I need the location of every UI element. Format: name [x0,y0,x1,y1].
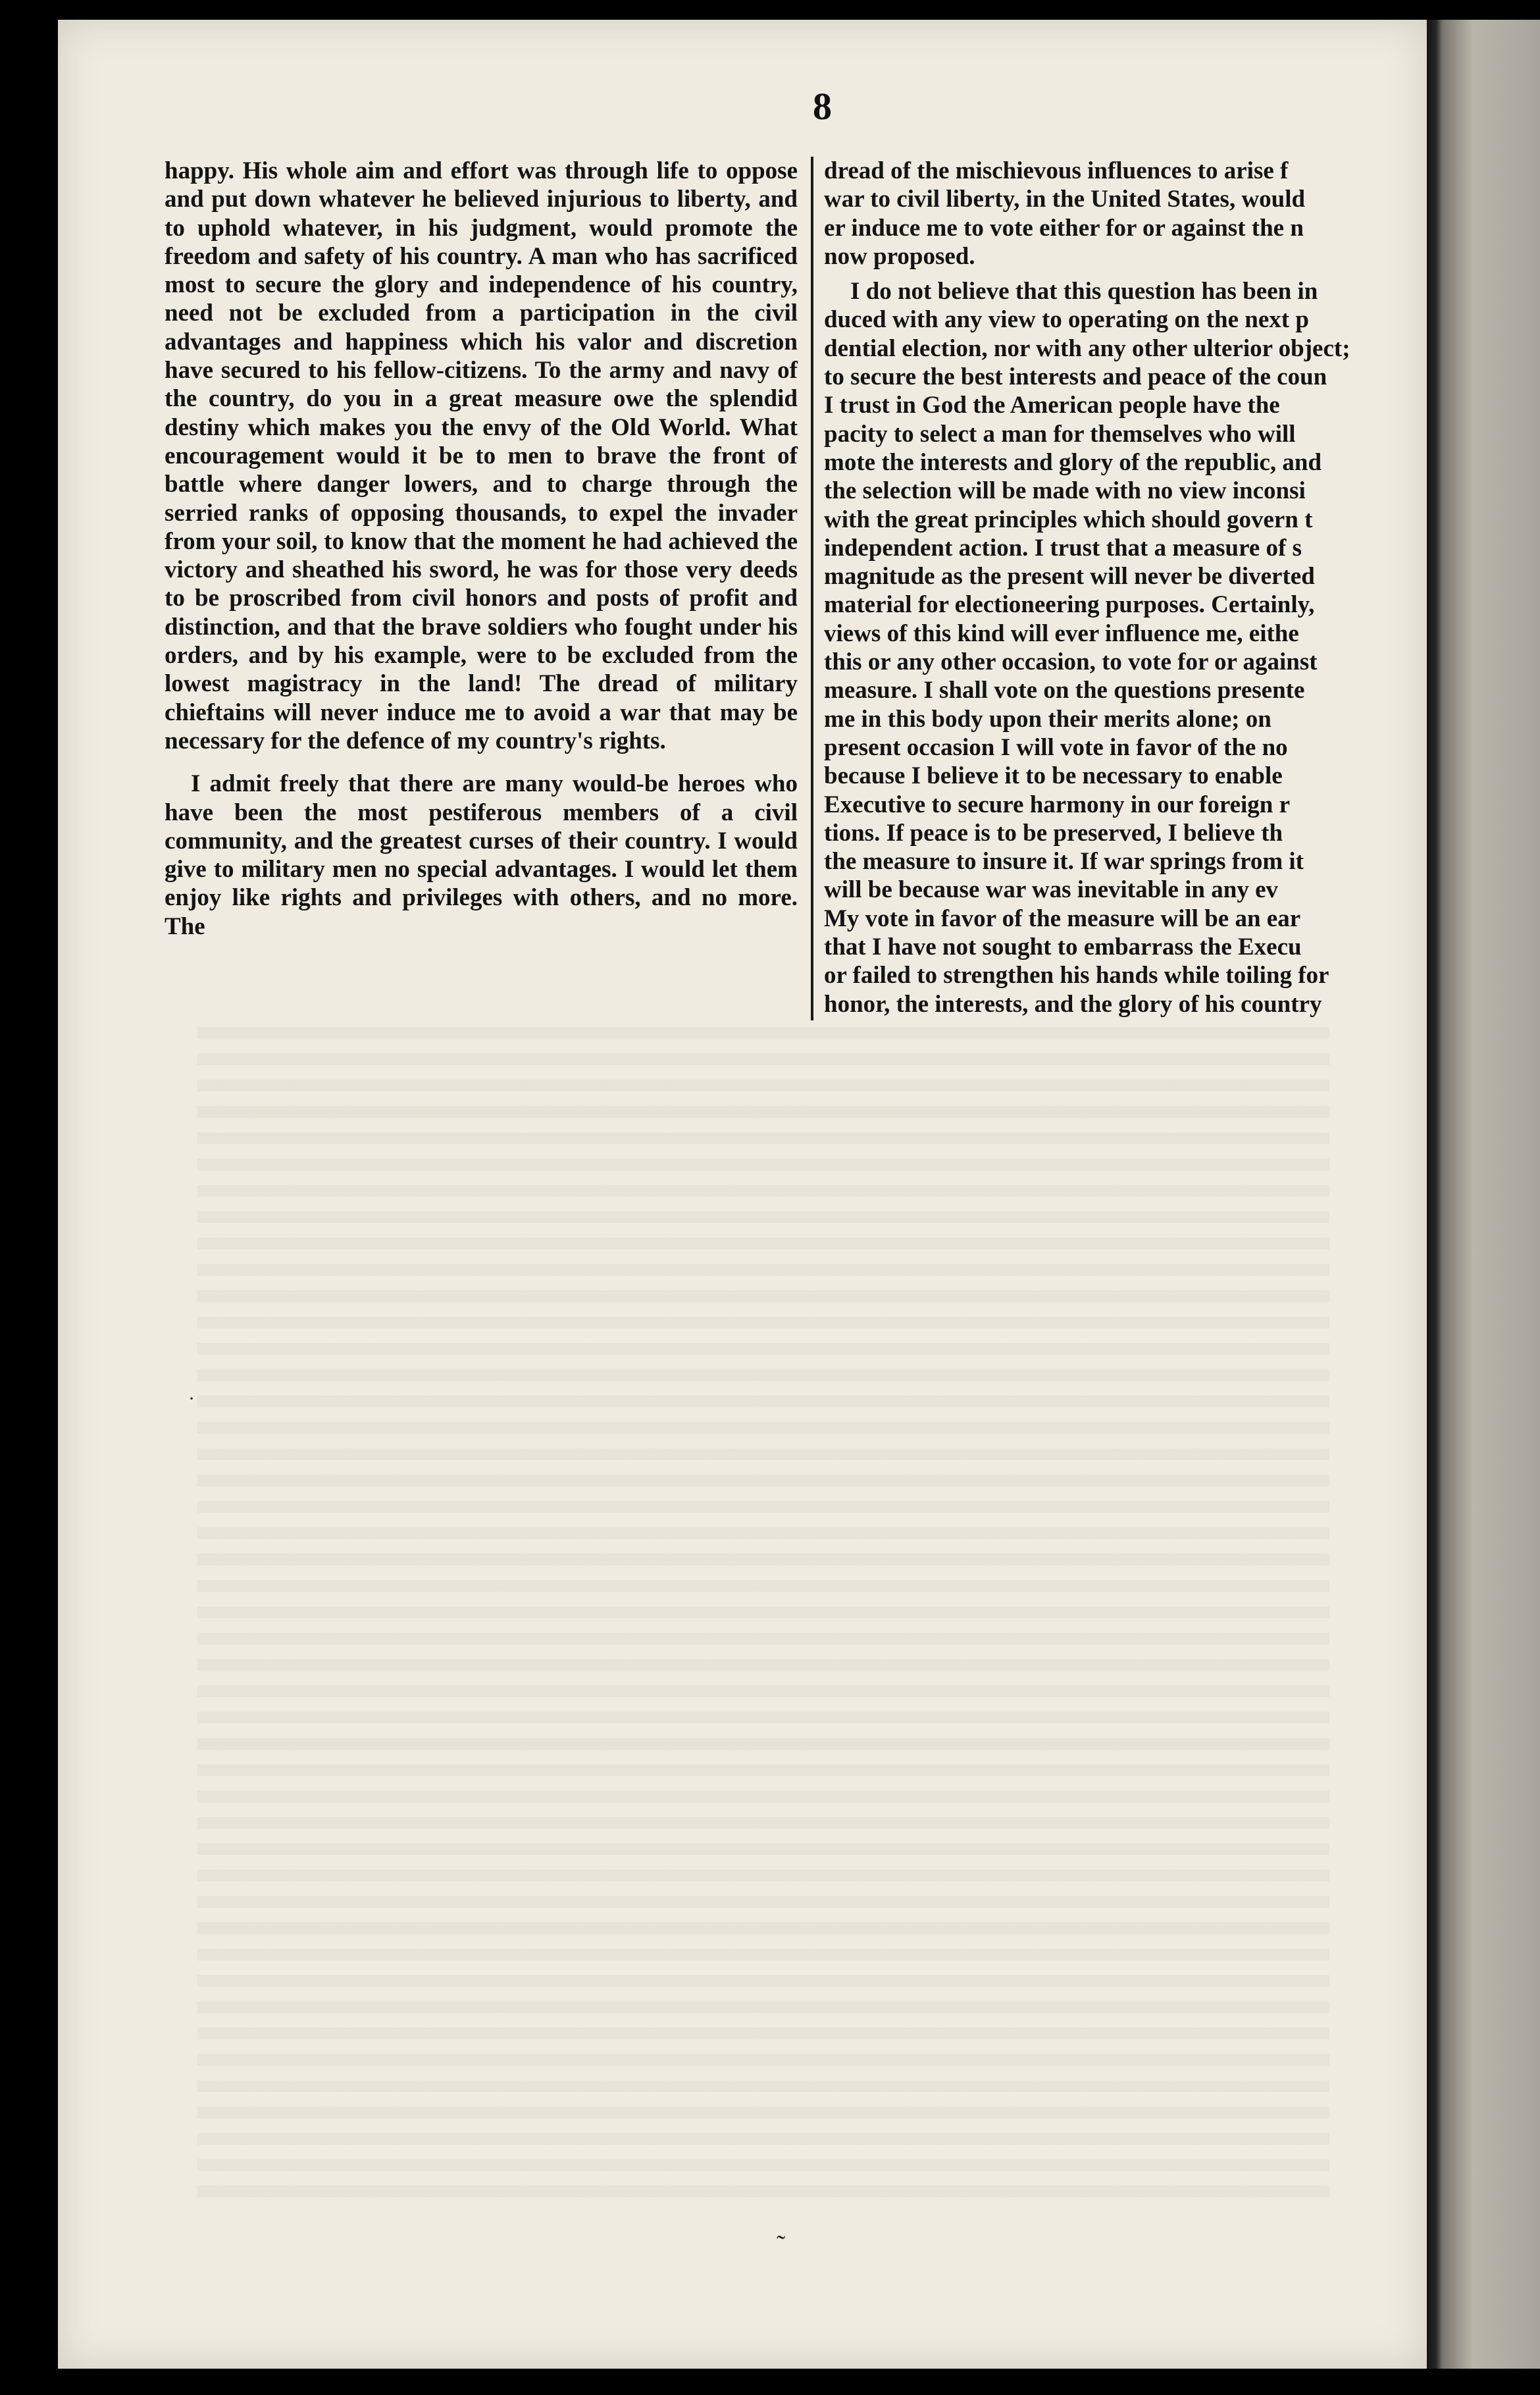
right-paragraph-2-line: I do not believe that this question has been in [850,278,1318,305]
right-paragraph-2-line: My vote in favor of the measure will be an ear [824,905,1301,932]
right-paragraph-1-line: war to civil liberty, in the United States, would [824,186,1306,213]
left-paragraph-1: happy. His whole aim and effort was through life to oppose and put down whatever he believed injurious to liberty, and to uphold whatever, in his judgment, would promote the freedom and safety of his country. A man who has sacrificed most to secure the glory and independence of his country, need not be excluded from a participation in the civil advantages and happiness which his valor and discretion have secured to his fellow-citizens. To the army and navy of the country, do you in a great measure owe the splendid destiny which makes you the envy of the Old World. What encouragement would it be to men to brave the front of battle where danger lowers, and to charge through the serried ranks of opposing thousands, to expel the invader from your soil, to know that the moment he had achieved the victory and sheathed his sword, he was for those very deeds to be proscribed from civil honors and posts of profit and distinction, and that the brave soldiers who fought under his orders, and by his example, were to be excluded from the lowest magistracy in the land! The dread of military chieftains will never induce me to avoid a war that may be necessary for the defence of my country's rights. [165,157,798,754]
left-paragraph-2: I admit freely that there are many would-be heroes who have been the most pestiferous members of a civil community, and the greatest curses of their country. I would give to military men no special advantages. I would let them enjoy like rights and privileges with others, and no more. The [165,770,798,940]
right-paragraph-2-line: me in this body upon their merits alone; on [824,705,1271,733]
right-paragraph-2-line: the selection will be made with no view inconsi [824,477,1306,505]
right-paragraph-2-line: this or any other occasion, to vote for or against [824,648,1318,676]
right-paragraph-2 [824,277,1423,1018]
right-paragraph-1-line: er induce me to vote either for or against the n [824,214,1304,242]
right-paragraph-2-line: views of this kind will ever influence me, eithe [824,619,1299,647]
margin-mark: · [188,1388,195,1409]
right-paragraph-2-line: to secure the best interests and peace of the coun [824,363,1327,391]
left-text-column [165,157,798,941]
right-paragraph-2-line: pacity to select a man for themselves who will [824,420,1296,448]
right-paragraph-2-line: independent action. I trust that a measure of s [824,534,1302,562]
right-paragraph-2-line: dential election, nor with any other ulterior object; [824,334,1350,362]
right-paragraph-2-line: present occasion I will vote in favor of the no [824,733,1288,761]
right-paragraph-2-line: measure. I shall vote on the questions presente [824,677,1305,704]
paragraph-gap [824,271,1423,277]
right-paragraph-1-line: dread of the mischievous influences to arise f [824,157,1289,184]
right-paragraph-2-line: I trust in God the American people have the [824,392,1280,419]
right-paragraph-2-line: the measure to insure it. If war springs from it [824,848,1304,876]
right-paragraph-2-line: with the great principles which should govern t [824,506,1313,533]
right-paragraph-2-line: honor, the interests, and the glory of his country [824,990,1322,1018]
page-number: 8 [813,85,833,128]
right-paragraph-2-line: because I believe it to be necessary to enable [824,762,1283,790]
right-paragraph-2-line: Executive to secure harmony in our foreign r [824,791,1291,818]
right-paragraph-2-line: magnitude as the present will never be diverted [824,563,1315,591]
column-divider [811,157,813,1020]
adjacent-page-edge [1427,20,1540,2369]
right-paragraph-2-line: or failed to strengthen his hands while toiling for [824,962,1329,989]
paragraph-gap [165,755,798,770]
right-paragraph-2-line: that I have not sought to embarrass the Execu [824,934,1302,961]
right-paragraph-2-line: material for electioneering purposes. Certainly, [824,591,1315,619]
right-text-column [824,157,1423,1018]
right-paragraph-1 [824,157,1423,271]
right-paragraph-2-line: duced with any view to operating on the next p [824,306,1309,334]
right-paragraph-2-line: mote the interests and glory of the republic, and [824,448,1322,476]
right-paragraph-2-line: will be because war was inevitable in any ev [824,876,1278,904]
right-paragraph-2-line: tions. If peace is to be preserved, I believe th [824,819,1283,847]
bottom-page-mark: ˜ [777,2230,786,2259]
right-paragraph-1-line: now proposed. [824,242,975,270]
